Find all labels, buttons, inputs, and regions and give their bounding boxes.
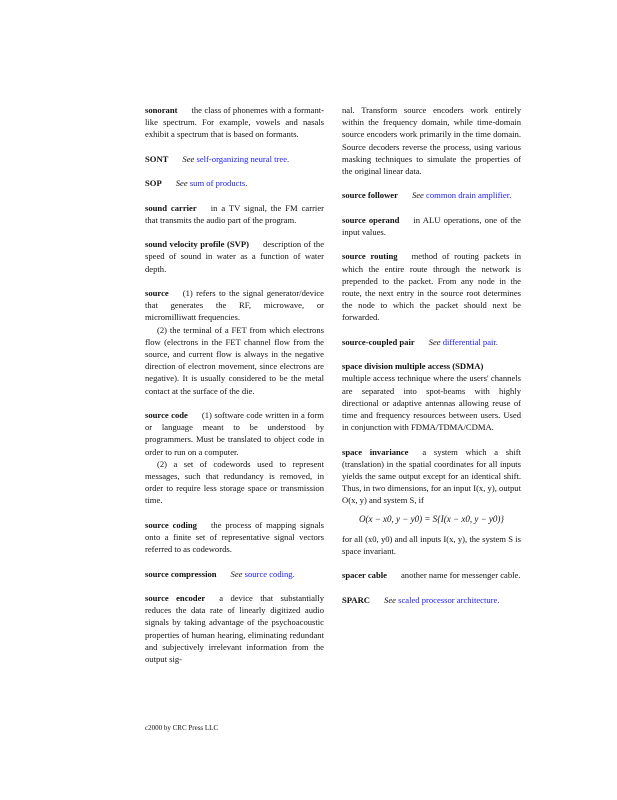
entry-term: source-coupled pair [342, 336, 415, 347]
entry-sdma [342, 360, 521, 433]
entry-definition: (2) the terminal of a FET from which electrons flow (electrons in the FET channel flow from the source, and current flow is always in the negative direction of electron movement, since electrons are negative). It is usually considered to be the metal contact at the surface of the die. [145, 324, 324, 396]
see-label: See [428, 336, 441, 347]
entry-definition: the process of mapping signals onto a finite set of representative signal vectors referred to as codewords. [145, 519, 324, 555]
see-label: See [230, 568, 243, 579]
entry-source-routing [342, 250, 521, 323]
cross-reference-link[interactable]: self-organizing neural tree. [196, 153, 290, 164]
entry-definition: nal. Transform source encoders work entirely within the frequency domain, while time-domain source encoders work primarily in the time domain. Source decoders reverse the process, using various masking techniques to simulate the properties of the original linear data. [342, 105, 521, 177]
entry-source-follower [342, 189, 521, 201]
left-column [145, 104, 324, 677]
entry-term: space invariance [342, 446, 409, 457]
entry-term: sound carrier [145, 202, 197, 213]
entry-source-coding [145, 519, 324, 556]
entry-term: source code [145, 409, 188, 420]
entry-sop [145, 177, 324, 189]
cross-reference-link[interactable]: differential pair. [442, 336, 498, 347]
entry-term: source coding [145, 519, 197, 530]
space-invariance-formula: O(x − x0, y − y0) = S{I(x − x0, y − y0)} [358, 513, 504, 524]
see-label: See [384, 594, 396, 605]
entry-term: SPARC [342, 594, 371, 605]
entry-term: SOP [145, 178, 162, 189]
entry-term: sonorant [145, 105, 178, 115]
entry-definition: a system which a shift (translation) in the spatial coordinates for all inputs yields the same output except for an identical shift. Thus, in two dimensions, for an input I(x, y), output O(x, y) and system S, if [342, 446, 521, 506]
entry-definition: another name for messenger cable. [400, 570, 521, 581]
entry-definition: the class of phonemes with a formant-like spectrum. For example, vowels and nasals exhibit a spectrum that is based on formants. [145, 105, 324, 140]
entry-source-encoder [145, 592, 324, 665]
entry-source [145, 287, 324, 397]
entry-term: source follower [342, 190, 398, 201]
entry-term: source operand [342, 214, 400, 225]
entry-sont [145, 153, 324, 165]
entry-sound-velocity-profile [145, 238, 324, 275]
entry-term: source compression [145, 568, 217, 579]
entry-sound-carrier [145, 202, 324, 226]
see-label: See [175, 178, 188, 189]
entry-term: spacer cable [342, 570, 387, 581]
entry-sonorant [145, 104, 324, 141]
entry-source-operand [342, 214, 521, 238]
entry-sparc [342, 594, 521, 606]
entry-definition: multiple access technique where the users' channels are separated into spot-beams with highly directional or adaptive antennas allowing reuse of time and frequency resources between users. Used in conjunction with FDMA/TDMA/CDMA. [342, 373, 521, 433]
entry-definition: for all (x0, y0) and all inputs I(x, y), the system S is space invariant. [342, 533, 521, 557]
entry-definition: method of routing packets in which the entire route through the network is prepended to the packet. From any node in the route, the next entry in the source root determines the node to which the packet should next be forwarded. [342, 251, 521, 323]
entry-definition: description of the speed of sound in water as a function of water depth. [145, 239, 325, 274]
cross-reference-link[interactable]: source coding. [244, 568, 295, 579]
entry-definition: (1) refers to the signal generator/device that generates the RF, microwave, or micromilliwatt frequencies. [145, 287, 324, 323]
see-label: See [411, 190, 424, 201]
right-column [342, 104, 521, 618]
entry-definition: in ALU operations, one of the input values. [342, 214, 521, 237]
entry-term: SONT [145, 153, 169, 164]
entry-term: space division multiple access (SDMA) [342, 361, 484, 372]
entry-term: sound velocity profile (SVP) [145, 239, 250, 250]
entry-source-compression [145, 568, 324, 580]
copyright-footer: c2000 by CRC Press LLC [145, 724, 219, 732]
entry-definition: (1) software code written in a form or language meant to be understood by programmers. Must be translated to object code in order to run on a computer. [145, 409, 324, 457]
entry-source-code [145, 409, 324, 507]
entry-source-coupled-pair [342, 336, 521, 348]
entry-definition: a device that substantially reduces the data rate of linearly digitized audio signals by taking advantage of the psychoacoustic properties of human hearing, eliminating redundant and subjectively irrelevant information from the output sig- [145, 592, 324, 664]
entry-term: source encoder [145, 592, 206, 603]
entry-term: source routing [342, 251, 398, 262]
entry-space-invariance [342, 446, 521, 558]
entry-term: source [145, 287, 169, 298]
cross-reference-link[interactable]: common drain amplifier. [426, 190, 512, 201]
entry-spacer-cable [342, 569, 521, 581]
cross-reference-link[interactable]: scaled processor architecture. [398, 594, 500, 605]
cross-reference-link[interactable]: sum of products. [189, 178, 248, 189]
entry-definition: (2) a set of codewords used to represent messages, such that redundancy is removed, in order to require less storage space or transmission time. [145, 458, 324, 506]
entry-continuation [342, 104, 521, 177]
entry-definition: in a TV signal, the FM carrier that transmits the audio part of the program. [145, 202, 325, 225]
see-label: See [182, 153, 195, 164]
